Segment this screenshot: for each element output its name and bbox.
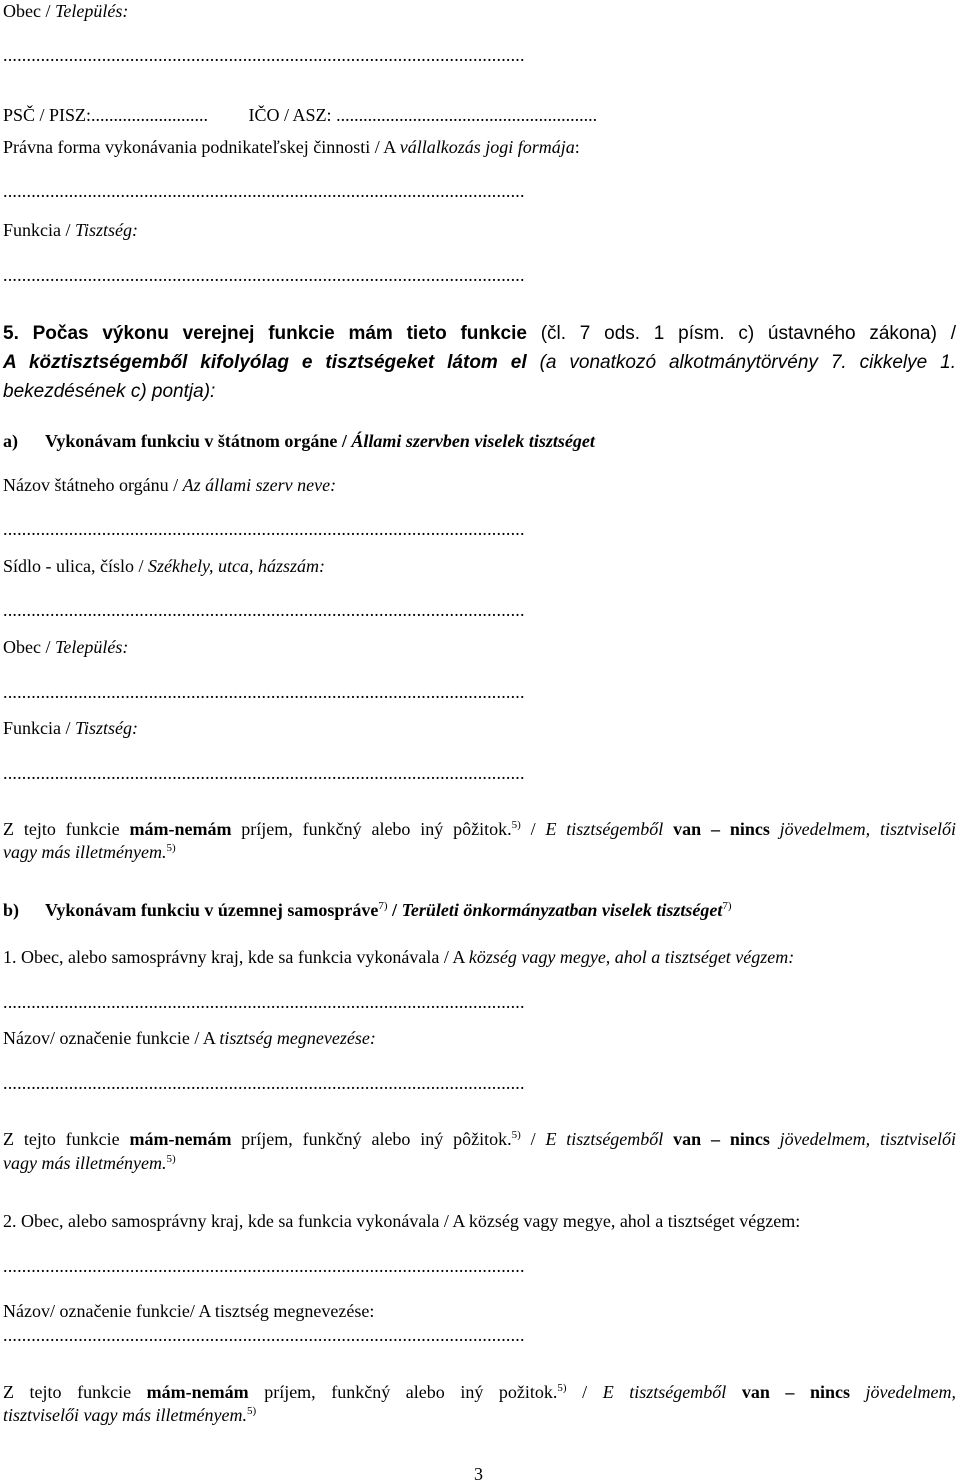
obec-a-dots: ............................................................................................................... — [3, 683, 525, 701]
funkcia-a-label — [3, 719, 138, 737]
nazov-funkcie-hu: tisztség megnevezése: — [219, 1028, 376, 1048]
obec-label-hu: Település: — [54, 1, 129, 21]
income-b2-line2 — [3, 1406, 256, 1424]
obec-a-label — [3, 638, 128, 656]
pravna-forma-sk: Právna forma vykonávania podnikateľskej činnosti / A — [3, 137, 400, 157]
pravna-forma-label — [3, 138, 580, 156]
nazov-funkcie2-dots: ............................................................................................................... — [3, 1326, 525, 1344]
section-5-heading-sk: 5. Počas výkonu verejnej funkcie mám tieto funkcie — [3, 323, 527, 344]
ico-label: IČO / ASZ: — [248, 105, 337, 125]
funkcia-a-dots: ............................................................................................................... — [3, 764, 525, 782]
funkcia-a-hu: Tisztség: — [75, 718, 139, 738]
income-b1-text1: Z tejto funkcie — [3, 1129, 130, 1149]
income-b1-footnote2: 5) — [166, 1153, 176, 1165]
obec-a-hu: Település: — [54, 637, 129, 657]
income-b2-footnote: 5) — [557, 1382, 567, 1394]
income-a-text5: E tisztségemből — [545, 819, 674, 839]
income-a-text3: príjem, funkčný alebo iný pôžitok. — [231, 819, 512, 839]
income-a-line2 — [3, 843, 176, 861]
sidlo-hu: Székhely, utca, házszám: — [147, 556, 325, 576]
obec-label — [3, 2, 128, 20]
income-b2-text8: tisztviselői vagy más illetményem. — [3, 1405, 247, 1425]
income-a-line1 — [3, 820, 956, 838]
psc-label: PSČ / PISZ: — [3, 105, 92, 125]
nazov-organu-sk: Názov štátneho orgánu / — [3, 475, 183, 495]
funkcia-dots: ............................................................................................................... — [3, 266, 525, 284]
ico-dots: .......................................................... — [336, 105, 598, 125]
section-5-heading-ref: (čl. 7 ods. 1 písm. c) ústavného zákona) / — [526, 323, 956, 344]
income-b1-text4: / — [520, 1129, 546, 1149]
pravna-forma-dots: ............................................................................................................... — [3, 182, 525, 200]
b1-sk: 1. Obec, alebo samosprávny kraj, kde sa funkcia vykonávala / A — [3, 947, 469, 967]
nazov-organu-label — [3, 476, 336, 494]
subsection-a-marker: a) — [3, 431, 18, 451]
section-5-heading-hu — [3, 353, 956, 372]
income-a-text8: vagy más illetményem. — [3, 842, 167, 862]
income-b2-line1 — [3, 1383, 956, 1401]
psc-ico-row — [3, 106, 597, 124]
nazov-funkcie-sk: Názov/ označenie funkcie / A — [3, 1028, 220, 1048]
income-b2-text7: jövedelmem, — [849, 1382, 956, 1402]
income-a-text1: Z tejto funkcie — [3, 819, 130, 839]
nazov-organu-dots: ............................................................................................................... — [3, 520, 525, 538]
section-5-heading-hu-ref2: bekezdésének c) pontja): — [3, 381, 216, 402]
sidlo-dots: ............................................................................................................... — [3, 601, 525, 619]
income-b1-text8: vagy más illetményem. — [3, 1153, 167, 1173]
subsection-b-sep: / — [387, 900, 402, 920]
subsection-b-footnote2: 7) — [722, 900, 732, 912]
b1-hu: község vagy megye, ahol a tisztséget végzem: — [468, 947, 795, 967]
subsection-a-heading — [3, 432, 595, 450]
income-a-text6: van – nincs — [673, 819, 770, 839]
income-b2-text6: van – nincs — [741, 1382, 850, 1402]
income-a-footnote2: 5) — [166, 842, 176, 854]
income-b1-text7: jövedelmem, tisztviselői — [769, 1129, 956, 1149]
income-a-text2: mám-nemám — [129, 819, 232, 839]
obec-dots: ............................................................................................................... — [3, 46, 525, 64]
sidlo-label — [3, 557, 325, 575]
income-b1-text2: mám-nemám — [129, 1129, 232, 1149]
funkcia-a-sk: Funkcia / — [3, 718, 75, 738]
income-a-footnote: 5) — [511, 819, 521, 831]
income-b2-text5: E tisztségemből — [602, 1382, 742, 1402]
income-b2-text4: / — [566, 1382, 603, 1402]
income-b2-text1: Z tejto funkcie — [3, 1382, 147, 1402]
nazov-funkcie-label — [3, 1029, 376, 1047]
income-b2-text3: príjem, funkčný alebo iný požitok. — [248, 1382, 558, 1402]
psc-dots: .......................... — [91, 105, 209, 125]
b1-dots: ............................................................................................................... — [3, 993, 525, 1011]
income-b1-line2 — [3, 1154, 176, 1172]
income-b2-footnote2: 5) — [246, 1405, 257, 1417]
subsection-b-hu: Területi önkormányzatban viselek tisztséget — [401, 900, 723, 920]
income-b1-text5: E tisztségemből — [545, 1129, 674, 1149]
nazov-organu-hu: Az állami szerv neve: — [182, 475, 337, 495]
sidlo-sk: Sídlo - ulica, číslo / — [3, 556, 148, 576]
subsection-b-heading — [3, 901, 732, 919]
subsection-b-sk: Vykonávam funkciu v územnej samospráve — [45, 900, 379, 920]
obec-label-sk: Obec / — [3, 1, 55, 21]
b2-label: 2. Obec, alebo samosprávny kraj, kde sa funkcia vykonávala / A község vagy megye, ahol a tisztséget végzem: — [3, 1211, 801, 1231]
b1-label — [3, 948, 794, 966]
section-5-heading-hu-2 — [3, 382, 215, 401]
subsection-a-sk: Vykonávam funkciu v štátnom orgáne / — [45, 431, 352, 451]
pravna-forma-colon: : — [574, 137, 580, 157]
page-number: 3 — [474, 1464, 483, 1484]
pravna-forma-hu: vállalkozás jogi formája — [399, 137, 575, 157]
section-5-heading-hu-ref: (a vonatkozó alkotmánytörvény 7. cikkelye 1. — [526, 352, 956, 373]
section-5-heading-hu-bold: A köztisztségemből kifolyólag e tisztségeket látom el — [3, 352, 527, 373]
b2-dots: ............................................................................................................... — [3, 1257, 525, 1275]
income-b1-text6: van – nincs — [673, 1129, 770, 1149]
income-b1-text3: príjem, funkčný alebo iný pôžitok. — [231, 1129, 512, 1149]
income-a-text7: jövedelmem, tisztviselői — [769, 819, 956, 839]
nazov-funkcie2-label: Názov/ označenie funkcie/ A tisztség megnevezése: — [3, 1301, 375, 1321]
funkcia-label-sk: Funkcia / — [3, 220, 75, 240]
income-b1-footnote: 5) — [511, 1129, 521, 1141]
funkcia-label — [3, 221, 138, 239]
subsection-b-marker: b) — [3, 900, 20, 920]
funkcia-label-hu: Tisztség: — [75, 220, 139, 240]
nazov-funkcie-dots: ............................................................................................................... — [3, 1074, 525, 1092]
obec-a-sk: Obec / — [3, 637, 55, 657]
income-b1-line1 — [3, 1130, 956, 1148]
subsection-b-footnote: 7) — [378, 900, 388, 912]
subsection-a-hu: Állami szervben viselek tisztséget — [351, 431, 595, 451]
income-b2-text2: mám-nemám — [146, 1382, 249, 1402]
section-5-heading — [3, 324, 956, 343]
income-a-text4: / — [520, 819, 546, 839]
